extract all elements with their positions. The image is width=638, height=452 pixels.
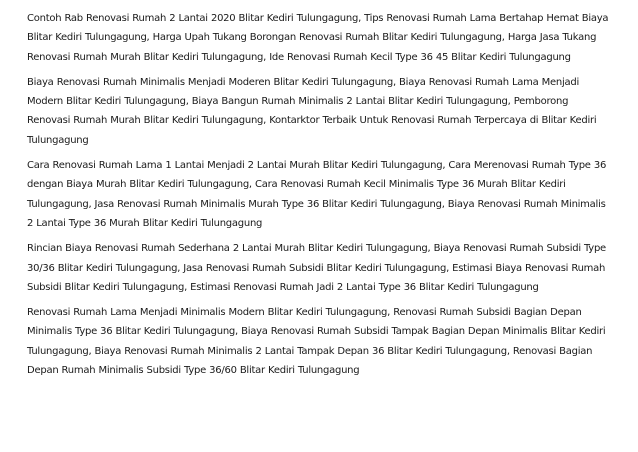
paragraph-2: Biaya Renovasi Rumah Minimalis Menjadi Moderen Blitar Kediri Tulungagung, Biaya Renovasi Rumah Lama Menjadi Modern Blitar Kediri Tulungagung, Biaya Bangun Rumah Minimalis 2 Lantai Blitar Kediri Tulungagung, Pemborong Renovasi Rumah Murah Blitar Kediri Tulungagung, Kontarktor Terbaik Untuk Renovasi Rumah Terpercaya di Blitar Kediri Tulungagung <box>27 76 597 146</box>
paragraph-4: Rincian Biaya Renovasi Rumah Sederhana 2 Lantai Murah Blitar Kediri Tulungagung, Biaya Renovasi Rumah Subsidi Type 30/36 Blitar Kediri Tulungagung, Jasa Renovasi Rumah Subsidi Blitar Kediri Tulungagung, Estimasi Biaya Renovasi Rumah Subsidi Blitar Kediri Tulungagung, Estimasi Renovasi Rumah Jadi 2 Lantai Type 36 Blitar Kediri Tulungagung <box>27 243 606 293</box>
paragraph-1: Contoh Rab Renovasi Rumah 2 Lantai 2020 Blitar Kediri Tulungagung, Tips Renovasi Rumah Lama Bertahap Hemat Biaya Blitar Kediri Tulungagung, Harga Upah Tukang Borongan Renovasi Rumah Blitar Kediri Tulungagung, Harga Jasa Tukang Renovasi Rumah Murah Blitar Kediri Tulungagung, Ide Renovasi Rumah Kecil Type 36 45 Blitar Kediri Tulungagung <box>27 13 609 63</box>
paragraph-3: Cara Renovasi Rumah Lama 1 Lantai Menjadi 2 Lantai Murah Blitar Kediri Tulungagung, Cara Merenovasi Rumah Type 36 dengan Biaya Murah Blitar Kediri Tulungagung, Cara Renovasi Rumah Kecil Minimalis Type 36 Murah Blitar Kediri Tulungagung, Jasa Renovasi Rumah Minimalis Murah Type 36 Blitar Kediri Tulungagung, Biaya Renovasi Rumah Minimalis 2 Lantai Type 36 Murah Blitar Kediri Tulungagung <box>27 160 607 229</box>
document-body <box>27 9 611 386</box>
paragraph-5: Renovasi Rumah Lama Menjadi Minimalis Modern Blitar Kediri Tulungagung, Renovasi Rumah Subsidi Bagian Depan Minimalis Type 36 Blitar Kediri Tulungagung, Biaya Renovasi Rumah Subsidi Tampak Bagian Depan Minimalis Blitar Kediri Tulungagung, Biaya Renovasi Rumah Minimalis 2 Lantai Tampak Depan 36 Blitar Kediri Tulungagung, Renovasi Bagian Depan Rumah Minimalis Subsidi Type 36/60 Blitar Kediri Tulungagung <box>27 307 606 377</box>
